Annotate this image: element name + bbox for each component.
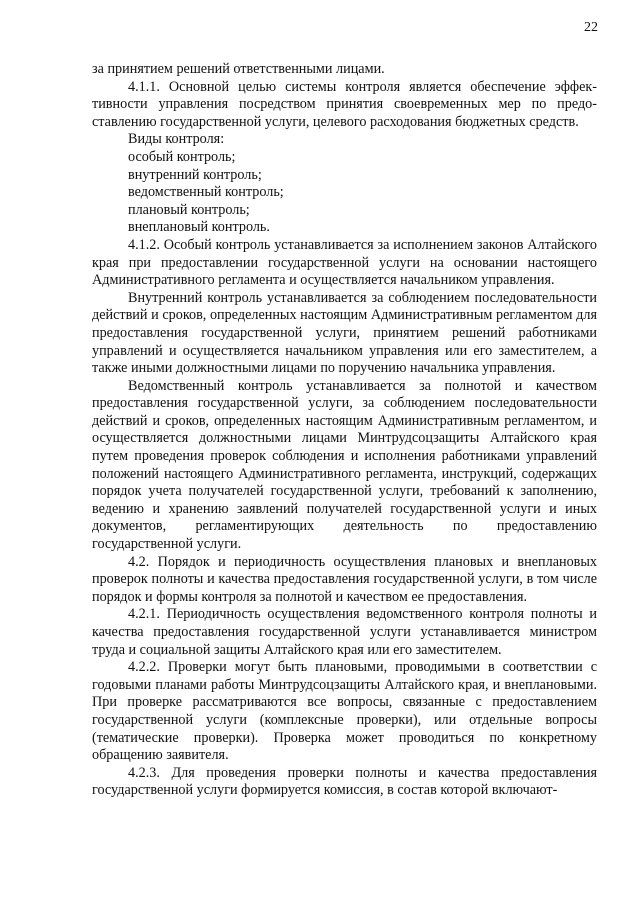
paragraph-4-1-1: 4.1.1. Основной целью системы контроля является обеспечение эффективности управления посредством принятия своевременных мер по предоставлению государственной услуги, целевого расходования бюджетных средств.	[92, 78, 597, 130]
paragraph-4-2-3: 4.2.3. Для проведения проверки полноты и качества предоставления государственной услуги формируется комиссия, в состав которой включают-	[92, 764, 597, 799]
list-item: плановый контроль;	[128, 201, 250, 218]
list-item: внеплановый контроль.	[128, 219, 270, 236]
document-body	[92, 61, 597, 800]
paragraph-4-2: 4.2. Порядок и периодичность осуществления плановых и внеплановых проверок полноты и качества предоставления государственной услуги, в том числе порядок и формы контроля за полнотой и качеством ее предоставления.	[92, 553, 597, 605]
paragraph-continuation: за принятием решений ответственными лицами.	[92, 61, 385, 77]
control-types-heading: Виды контроля:	[128, 131, 225, 148]
paragraph-departmental-control: Ведомственный контроль устанавливается за полнотой и качеством предоставления государственной услуги, за соблюдением последовательности действий и сроков, определенных настоящим Административным регламентом, и осуществляется должностными лицами Минтрудсоцзащиты Алтайского края путем проведения проверок соблюдения и исполнения работниками управлений положений настоящего Административного регламента, инструкций, содержащих порядок учета получателей государственной услуги, требований к заполнению, ведению и хранению заявлений получателей государственной услуги и иных документов, регламентирующих деятельность по предоставлению государственной услуги.	[92, 377, 597, 553]
control-types-list	[92, 149, 597, 237]
page-number: 22	[584, 20, 598, 35]
list-item: ведомственный контроль;	[128, 184, 284, 201]
list-item: особый контроль;	[128, 148, 236, 165]
paragraph-4-2-1: 4.2.1. Периодичность осуществления ведомственного контроля полноты и качества предоставления государственной услуги устанавливается министром труда и социальной защиты Алтайского края или его заместителем.	[92, 606, 597, 658]
paragraph-4-2-2: 4.2.2. Проверки могут быть плановыми, проводимыми в соответствии с годовыми планами работы Минтрудсоцзащиты Алтайского края, и внеплановыми. При проверке рассматриваются все вопросы, связанные с предоставлением государственной услуги (комплексные проверки), или отдельные вопросы (тематические проверки). Проверка может проводиться по конкретному обращению заявителя.	[92, 659, 597, 764]
list-item: внутренний контроль;	[128, 166, 262, 183]
paragraph-internal-control: Внутренний контроль устанавливается за соблюдением последовательности действий и сроков, определенных настоящим Административным регламентом для предоставления государственной услуги, принятием решений работниками управлений и осуществляется начальником управления или его заместителем, а также иными должностными лицами по поручению начальника управления.	[92, 289, 597, 377]
paragraph-4-1-2: 4.1.2. Особый контроль устанавливается за исполнением законов Алтайского края при предоставлении государственной услуги на основании настоящего Административного регламента и осуществляется начальником управления.	[92, 236, 597, 289]
